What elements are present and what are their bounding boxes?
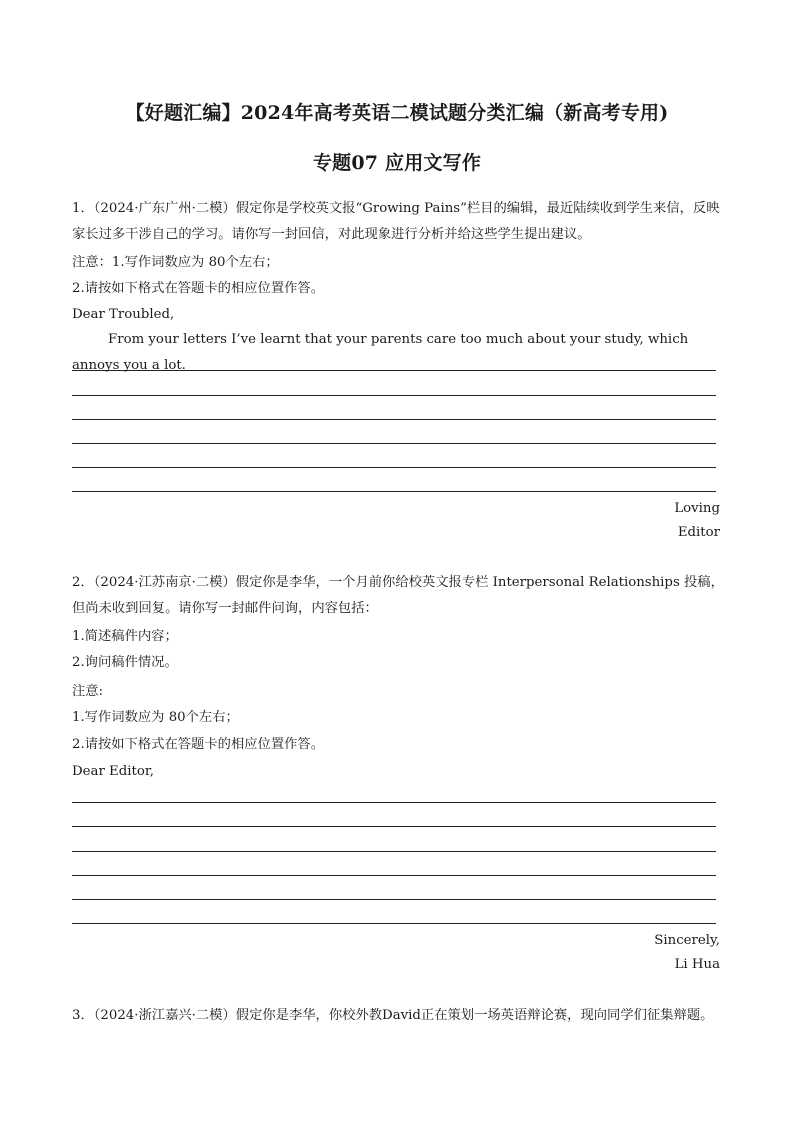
answer-line: [72, 467, 716, 468]
answer-line: [72, 443, 716, 444]
question-2-note-2: 2.请按如下格式在答题卡的相应位置作答。: [72, 737, 325, 752]
question-1-salutation: Dear Troubled,: [72, 307, 175, 322]
question-2-salutation: Dear Editor,: [72, 764, 154, 779]
question-2-prompt: 2．（2024·江苏南京·二模）假定你是李华，一个月前你给校英文报专栏 Interpersonal Relationships 投稿，但尚未收到回复。请你写一封邮件问询，内容包括：: [72, 575, 724, 616]
answer-line: [72, 875, 716, 876]
question-1-prompt: 1．（2024·广东广州·二模）假定你是学校英文报“Growing Pains”栏目的编辑，最近陆续收到学生来信，反映家长过多干涉自己的学习。请你写一封回信，对此现象进行分析并给这些学生提出建议。: [72, 201, 720, 242]
question-1-note-2: 2.请按如下格式在答题卡的相应位置作答。: [72, 281, 325, 296]
answer-line: [72, 802, 716, 803]
question-2-point-1: 1.简述稿件内容；: [72, 629, 178, 644]
question-2-signature: Li Hua: [674, 957, 720, 972]
question-2-point-2: 2.询问稿件情况。: [72, 655, 178, 670]
answer-line: [72, 923, 716, 924]
question-2-note-title: 注意:: [72, 684, 104, 699]
question-1-closing: Loving: [674, 501, 720, 516]
answer-line: [72, 491, 716, 492]
question-1-note-1: 注意：1.写作词数应为 80个左右；: [72, 255, 279, 270]
question-1-signature: Editor: [677, 525, 720, 540]
question-1-opening: From your letters I’ve learnt that your parents care too much about your study, which annoys you a lot.: [72, 332, 689, 373]
answer-line: [72, 370, 716, 371]
document-subtitle: 专题07 应用文写作: [312, 152, 482, 174]
document-title: 【好题汇编】2024年高考英语二模试题分类汇编（新高考专用): [125, 102, 669, 124]
answer-line: [72, 419, 716, 420]
answer-line: [72, 395, 716, 396]
answer-line: [72, 899, 716, 900]
question-3-prompt: 3．（2024·浙江嘉兴·二模）假定你是李华，你校外教David正在策划一场英语辩论赛，现向同学们征集辩题。: [72, 1008, 714, 1023]
answer-line: [72, 851, 716, 852]
answer-line: [72, 826, 716, 827]
question-2-note-1: 1.写作词数应为 80个左右；: [72, 710, 239, 725]
question-2-closing: Sincerely,: [654, 933, 720, 948]
